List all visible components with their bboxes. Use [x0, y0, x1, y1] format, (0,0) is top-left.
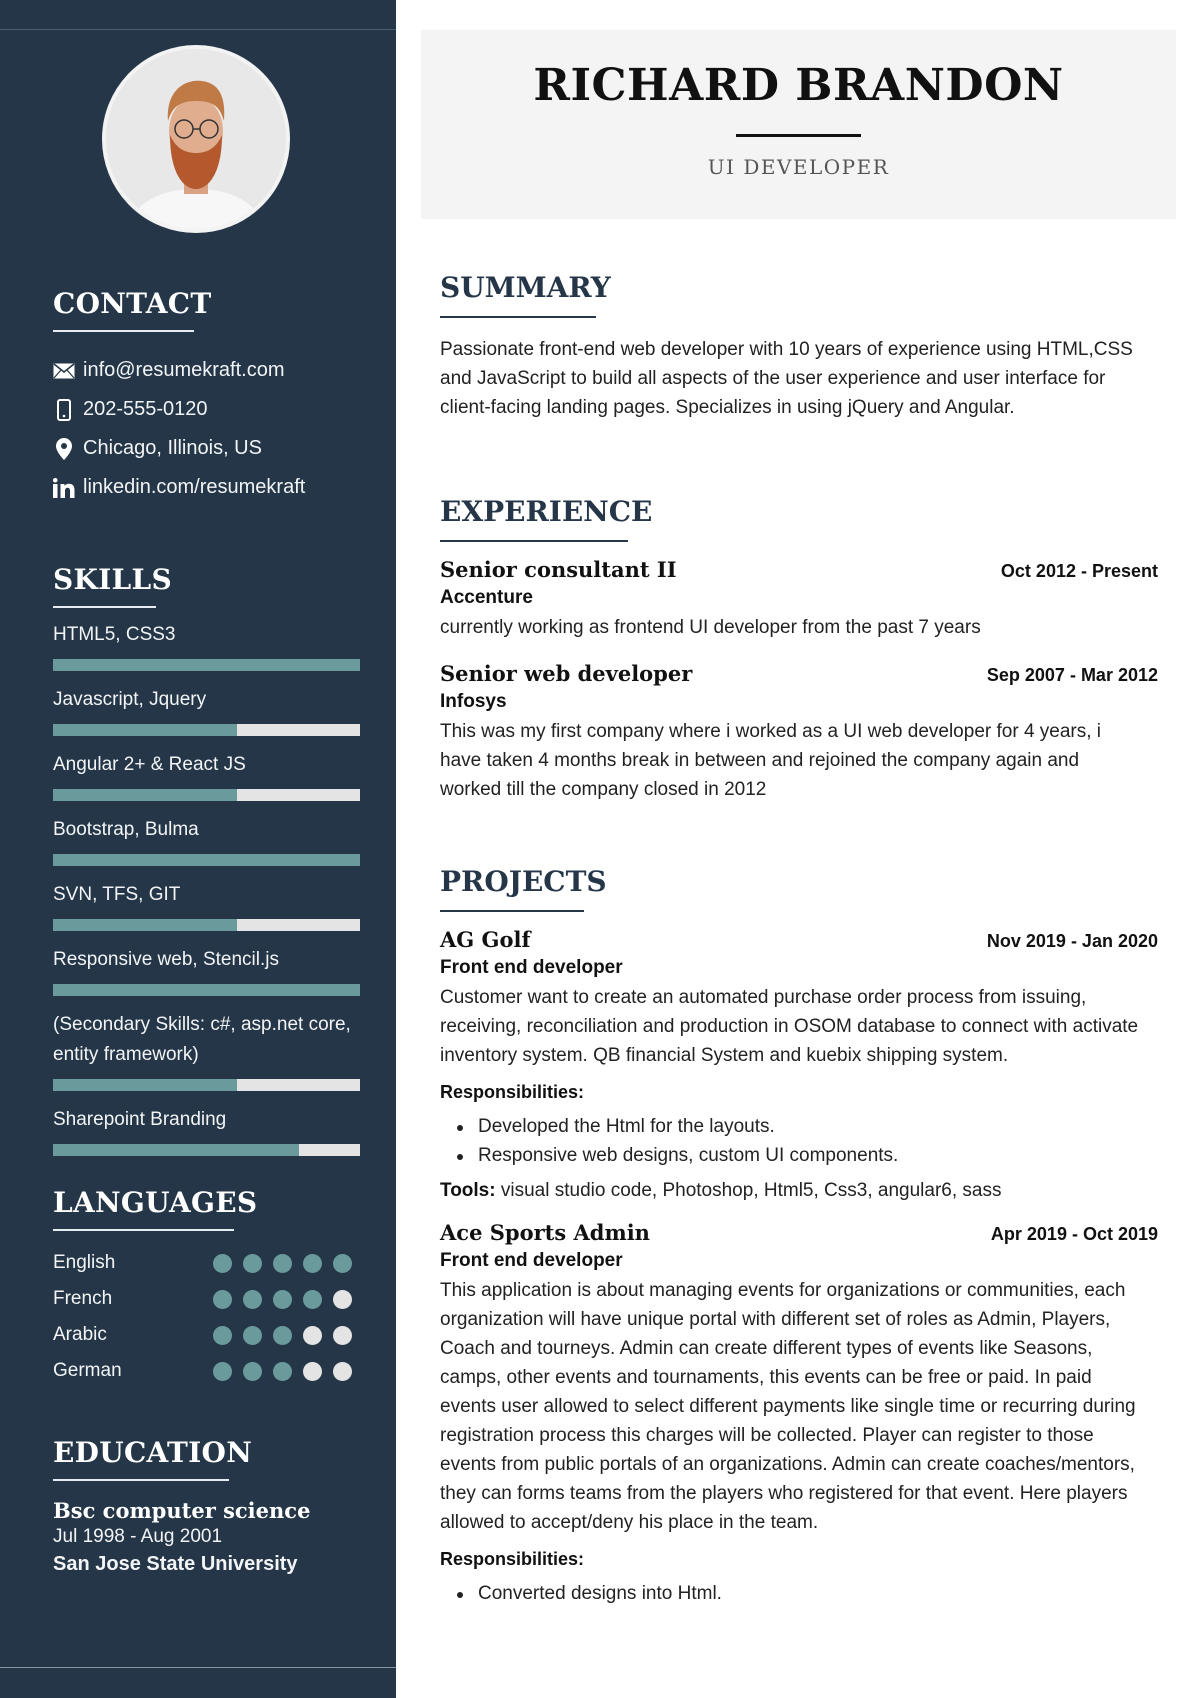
- responsibilities-label: Responsibilities:: [440, 1549, 585, 1569]
- dot-empty: [333, 1290, 352, 1309]
- mobile-phone-icon: [53, 399, 75, 421]
- proficiency-dots: [213, 1362, 352, 1381]
- project-dates: Apr 2019 - Oct 2019: [990, 1224, 1158, 1244]
- dot-filled: [213, 1290, 232, 1309]
- job-title: Senior consultant II: [440, 557, 677, 582]
- heading-underline: [440, 316, 596, 318]
- contact-email[interactable]: [53, 351, 360, 390]
- dot-empty: [333, 1362, 352, 1381]
- job-dates: Sep 2007 - Mar 2012: [986, 665, 1158, 685]
- contact-email-text: info@resumekraft.com: [83, 359, 285, 381]
- skill-label: Bootstrap, Bulma: [53, 819, 199, 840]
- languages-heading: LANGUAGES: [53, 1186, 258, 1219]
- responsibilities-list: [440, 1579, 1158, 1608]
- dot-filled: [213, 1326, 232, 1345]
- experience-section: [440, 495, 1158, 804]
- skill-bar-fill: [53, 854, 360, 866]
- dot-filled: [303, 1290, 322, 1309]
- contact-linkedin[interactable]: [53, 468, 360, 507]
- language-item: [53, 1353, 360, 1389]
- company-name: Infosys: [440, 691, 507, 712]
- map-pin-icon: [53, 438, 75, 460]
- proficiency-dots: [213, 1326, 352, 1345]
- summary-heading: SUMMARY: [440, 271, 611, 304]
- divider: [0, 29, 396, 30]
- heading-underline: [53, 330, 194, 332]
- skill-item: [53, 750, 360, 801]
- skill-label: (Secondary Skills: c#, asp.net core, entity framework): [53, 1014, 351, 1065]
- dot-filled: [333, 1254, 352, 1273]
- sidebar: [0, 0, 396, 1698]
- project-role: Front end developer: [440, 957, 623, 978]
- skill-label: SVN, TFS, GIT: [53, 884, 181, 905]
- project-description: This application is about managing events for organizations or communities, each organization will have unique portal with different set of roles as Admin, Players, Coach and tourneys. Admin can create different types of events like Seasons, camps, other events and tournaments, this events can be free or paid. In paid events user allowed to select different payments like single time or recurring during registration process this charges will be collected. Player can register to those events from public portals of an organizations. Admin can create coaches/mentors, they can forms teams from the players who registered for that event. Here players allowed to accept/deny his place in the team.: [440, 1280, 1136, 1533]
- skill-item: [53, 620, 360, 671]
- project-item: [440, 1219, 1158, 1608]
- skill-bar-fill: [53, 919, 237, 931]
- dot-filled: [303, 1254, 322, 1273]
- profile-photo: [106, 49, 286, 229]
- summary-section: [440, 271, 1158, 422]
- contact-section: [53, 287, 360, 507]
- skill-label: Sharepoint Branding: [53, 1109, 227, 1130]
- skill-bar: [53, 789, 360, 801]
- dot-filled: [273, 1362, 292, 1381]
- skill-item: [53, 685, 360, 736]
- skill-item: [53, 815, 360, 866]
- name-underline: [736, 134, 861, 137]
- proficiency-dots: [213, 1290, 352, 1309]
- tools-line: [440, 1176, 1158, 1205]
- dot-filled: [273, 1326, 292, 1345]
- envelope-icon: [53, 360, 75, 382]
- skills-heading: SKILLS: [53, 563, 173, 596]
- contact-linkedin-text: linkedin.com/resumekraft: [83, 476, 306, 498]
- skill-bar: [53, 724, 360, 736]
- dot-filled: [243, 1362, 262, 1381]
- education-degree: Bsc computer science: [53, 1498, 311, 1523]
- skill-bar-fill: [53, 1079, 237, 1091]
- heading-underline: [53, 606, 156, 608]
- skills-section: [53, 563, 360, 1170]
- linkedin-icon: [53, 477, 75, 499]
- languages-section: [53, 1186, 360, 1389]
- job-title: Senior web developer: [440, 661, 693, 686]
- language-name: English: [53, 1252, 116, 1273]
- heading-underline: [53, 1229, 234, 1231]
- job-dates: Oct 2012 - Present: [1000, 561, 1158, 581]
- job-description: This was my first company where i worked as a UI web developer for 4 years, i have taken 4 months break in between and rejoined the company again and worked till the company closed in 2012: [440, 721, 1102, 800]
- skill-bar: [53, 1079, 360, 1091]
- experience-heading: EXPERIENCE: [440, 495, 653, 528]
- name-header: [421, 30, 1176, 219]
- heading-underline: [440, 910, 584, 912]
- summary-text: Passionate front-end web developer with 10 years of experience using HTML,CSS and JavaScript to build all aspects of the user experience and user interface for client-facing landing pages. Specializes in using jQuery and Angular.: [440, 339, 1133, 418]
- proficiency-dots: [213, 1254, 352, 1273]
- skills-list: [53, 620, 360, 1156]
- skill-bar: [53, 659, 360, 671]
- skill-item: [53, 1010, 360, 1091]
- divider: [0, 1667, 396, 1668]
- language-name: French: [53, 1288, 113, 1309]
- skill-bar-fill: [53, 659, 360, 671]
- project-title: Ace Sports Admin: [440, 1220, 650, 1245]
- skill-bar: [53, 919, 360, 931]
- tools-value: visual studio code, Photoshop, Html5, Css3, angular6, sass: [495, 1180, 1002, 1201]
- dot-filled: [213, 1254, 232, 1273]
- project-role: Front end developer: [440, 1250, 623, 1271]
- contact-phone-text: 202-555-0120: [83, 398, 208, 420]
- contact-location: [53, 429, 360, 468]
- experience-item: [440, 660, 1158, 804]
- language-name: Arabic: [53, 1324, 107, 1345]
- company-name: Accenture: [440, 587, 533, 608]
- skill-item: [53, 880, 360, 931]
- responsibilities-label: Responsibilities:: [440, 1082, 585, 1102]
- projects-section: [440, 865, 1158, 1608]
- education-item: [53, 1497, 360, 1579]
- project-description: Customer want to create an automated purchase order process from issuing, receiving, reconciliation and production in OSOM database to connect with activate inventory system. QB financial System and kuebix shipping system.: [440, 987, 1139, 1066]
- education-school: San Jose State University: [53, 1553, 298, 1575]
- contact-heading: CONTACT: [53, 287, 212, 320]
- skill-item: [53, 945, 360, 996]
- projects-heading: PROJECTS: [440, 865, 607, 898]
- candidate-name: RICHARD BRANDON: [533, 60, 1064, 111]
- dot-empty: [303, 1362, 322, 1381]
- candidate-role: UI DEVELOPER: [707, 155, 890, 179]
- skill-label: Angular 2+ & React JS: [53, 754, 246, 775]
- contact-phone[interactable]: [53, 390, 360, 429]
- language-item: [53, 1317, 360, 1353]
- tools-label: Tools:: [440, 1180, 496, 1201]
- dot-filled: [243, 1326, 262, 1345]
- dot-empty: [303, 1326, 322, 1345]
- skill-bar-fill: [53, 984, 360, 996]
- job-description: currently working as frontend UI developer from the past 7 years: [440, 617, 981, 638]
- skill-label: HTML5, CSS3: [53, 624, 176, 645]
- skill-bar: [53, 854, 360, 866]
- skill-bar: [53, 984, 360, 996]
- dot-filled: [243, 1254, 262, 1273]
- project-item: [440, 926, 1158, 1205]
- dot-filled: [213, 1362, 232, 1381]
- languages-list: [53, 1245, 360, 1389]
- language-item: [53, 1245, 360, 1281]
- responsibility-item: Converted designs into Html.: [440, 1579, 1158, 1608]
- dot-filled: [273, 1254, 292, 1273]
- responsibility-item: Developed the Html for the layouts.: [440, 1112, 1158, 1141]
- skill-bar-fill: [53, 724, 237, 736]
- education-dates: Jul 1998 - Aug 2001: [53, 1526, 223, 1547]
- contact-location-text: Chicago, Illinois, US: [83, 437, 262, 459]
- heading-underline: [53, 1479, 229, 1481]
- project-dates: Nov 2019 - Jan 2020: [986, 931, 1158, 951]
- skill-bar: [53, 1144, 360, 1156]
- heading-underline: [440, 540, 628, 542]
- skill-label: Responsive web, Stencil.js: [53, 949, 279, 970]
- skill-bar-fill: [53, 1144, 299, 1156]
- language-name: German: [53, 1360, 122, 1381]
- dot-filled: [243, 1290, 262, 1309]
- responsibilities-list: [440, 1112, 1158, 1170]
- language-item: [53, 1281, 360, 1317]
- responsibility-item: Responsive web designs, custom UI components.: [440, 1141, 1158, 1170]
- dot-filled: [273, 1290, 292, 1309]
- avatar: [102, 45, 290, 233]
- experience-item: [440, 556, 1158, 642]
- education-section: [53, 1436, 360, 1579]
- skill-bar-fill: [53, 789, 237, 801]
- education-heading: EDUCATION: [53, 1436, 253, 1469]
- skill-item: [53, 1105, 360, 1156]
- dot-empty: [333, 1326, 352, 1345]
- project-title: AG Golf: [440, 927, 531, 952]
- skill-label: Javascript, Jquery: [53, 689, 207, 710]
